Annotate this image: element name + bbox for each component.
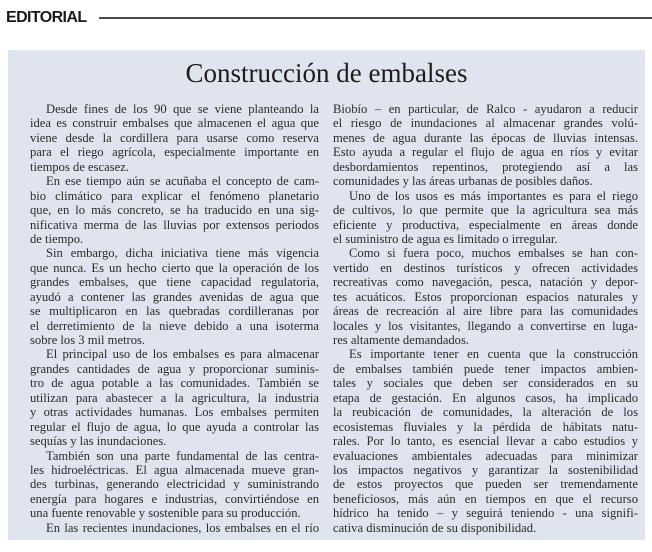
text-line: para el riego agrícola, especialmente importante en xyxy=(30,145,319,160)
text-line: los impactos negativos y garantizar la sostenibilidad xyxy=(333,462,638,477)
text-line: ayudó a contener las grandes avenidas de agua que xyxy=(30,289,319,304)
paragraph xyxy=(333,102,638,189)
text-line: tro de agua potable a las comunidades. También se xyxy=(30,376,319,391)
text-line: les hidroeléctricas. El agua almacenada mueve gran- xyxy=(30,462,319,477)
paragraph xyxy=(30,449,319,521)
text-line: Biobío – en particular, de Ralco - ayudaron a reducir xyxy=(333,102,638,116)
text-line: utilizan para abastecer a la agricultura, la industria xyxy=(30,390,319,405)
text-line: la reubicación de comunidades, la alteración de los xyxy=(333,405,638,420)
text-line: Sin embargo, dicha iniciativa tiene más vigencia xyxy=(46,246,319,261)
text-line: de estos proyectos que pueden ser tremendamente xyxy=(333,477,638,492)
text-line: Es importante tener en cuenta que la construcción xyxy=(349,347,638,362)
text-line: que nunca. Es un hecho cierto que la operación de los xyxy=(30,260,319,275)
text-line: tales y sociales que deben ser considerados en su xyxy=(333,376,638,391)
text-line: hídrico ha tenido – y seguirá teniendo - una signifi- xyxy=(333,506,638,521)
text-line: sobre los 3 mil metros. xyxy=(30,333,146,347)
text-line: idea es construir embalses que almacenen el agua que xyxy=(30,116,319,131)
text-line: grandes embalses, que tiene capacidad regulatoria, xyxy=(30,275,319,290)
text-line: Uno de los usos es más importantes es para el riego xyxy=(349,188,638,203)
text-line: vertido en destinos turísticos y ofrecen actividades xyxy=(333,260,638,275)
article-column-right xyxy=(333,102,638,535)
paragraph xyxy=(30,521,319,535)
text-line: ecosistemas fluviales y la pérdida de hábitats natu- xyxy=(333,419,638,434)
text-line: tes acuáticos. Estos proporcionan espacios naturales y xyxy=(333,289,638,304)
text-line: res altamente demandados. xyxy=(333,333,470,347)
text-line: áreas de recreación al aire libre para las comunidades xyxy=(333,304,638,319)
paragraph xyxy=(30,347,319,448)
text-line: eficiente y productiva, especialmente en áreas donde xyxy=(333,217,638,232)
paragraph xyxy=(333,347,638,535)
text-line: y otras actividades humanas. Los embalses permiten xyxy=(30,405,319,420)
text-line: grandes cantidades de agua y proporcionar suminis- xyxy=(30,361,319,376)
section-label: EDITORIAL xyxy=(6,9,87,26)
text-line: rales. Por lo tanto, es esencial llevar a cabo estudios y xyxy=(333,434,638,449)
header-rule xyxy=(99,17,652,19)
text-line: En ese tiempo aún se acuñaba el concepto de cam- xyxy=(46,174,319,189)
article-column-left xyxy=(30,102,319,535)
text-line: de embalses también puede tener impactos ambien- xyxy=(333,361,638,376)
text-line: tiempos de escasez. xyxy=(30,159,129,174)
text-line: regular el flujo de agua, lo que ayuda a controlar las xyxy=(30,419,319,434)
text-line: sequías y las inundaciones. xyxy=(30,434,167,449)
paragraph xyxy=(30,102,319,174)
text-line: el derretimiento de la nieve debido a una isoterma xyxy=(30,318,319,333)
text-line: se multiplicaron en las quebradas cordilleranas por xyxy=(30,304,319,319)
text-line: des turbinas, generando electricidad y suministrando xyxy=(30,477,319,492)
paragraph xyxy=(333,189,638,247)
text-line: locales y los visitantes, llegando a convertirse en luga- xyxy=(333,318,638,333)
editorial-box xyxy=(8,50,645,540)
text-line: etapa de gestación. En algunos casos, ha implicado xyxy=(333,390,638,405)
text-line: menes de agua durante las épocas de lluvias intensas. xyxy=(333,130,638,145)
text-line: comunidades y las áreas urbanas de posibles daños. xyxy=(333,174,593,189)
text-line: el suministro de agua es limitado o irregular. xyxy=(333,231,558,246)
text-line: energía para hogares e industrias, convirtiéndose en xyxy=(30,491,319,506)
text-line: cativa disminución de su disponibilidad. xyxy=(333,520,537,535)
text-line: desbordamientos repentinos, protegiendo así a las xyxy=(333,159,638,174)
paragraph xyxy=(30,174,319,246)
text-line: El principal uso de los embalses es para almacenar xyxy=(46,347,319,362)
text-line: de cultivos, lo que permite que la agricultura sea más xyxy=(333,203,638,218)
text-line: una fuente renovable y sostenible para su producción. xyxy=(30,506,301,521)
text-line: También son una parte fundamental de las centra- xyxy=(46,448,319,463)
text-line: evaluaciones ambientales adecuadas para minimizar xyxy=(333,448,638,463)
text-line: de tiempo. xyxy=(30,231,84,246)
paragraph xyxy=(333,246,638,347)
text-line: Desde fines de los 90 que se viene planteando la xyxy=(46,102,319,116)
text-line: el riesgo de inundaciones al almacenar grandes volú- xyxy=(333,116,638,131)
text-line: Esto ayuda a regular el flujo de agua en ríos y evitar xyxy=(333,145,638,160)
text-line: recreativas como navegación, pesca, natación y depor- xyxy=(333,275,638,290)
section-header xyxy=(6,9,652,27)
article-title: Construcción de embalses xyxy=(185,58,468,88)
text-line: que, en lo más concreto, se ha traducido en una sig- xyxy=(30,203,319,218)
paragraph xyxy=(30,246,319,347)
text-line: viene desde la cordillera para usarse como reserva xyxy=(30,130,319,145)
text-line: nificativa merma de las lluvias por extensos periodos xyxy=(30,217,319,232)
text-line: beneficiosos, más aún en tiempos en que el recurso xyxy=(333,491,638,506)
text-line: En las recientes inundaciones, los embalses en el río xyxy=(46,520,319,535)
text-line: bio climático para explicar el fenómeno planetario xyxy=(30,188,319,203)
text-line: Como si fuera poco, muchos embalses se han con- xyxy=(349,246,638,261)
